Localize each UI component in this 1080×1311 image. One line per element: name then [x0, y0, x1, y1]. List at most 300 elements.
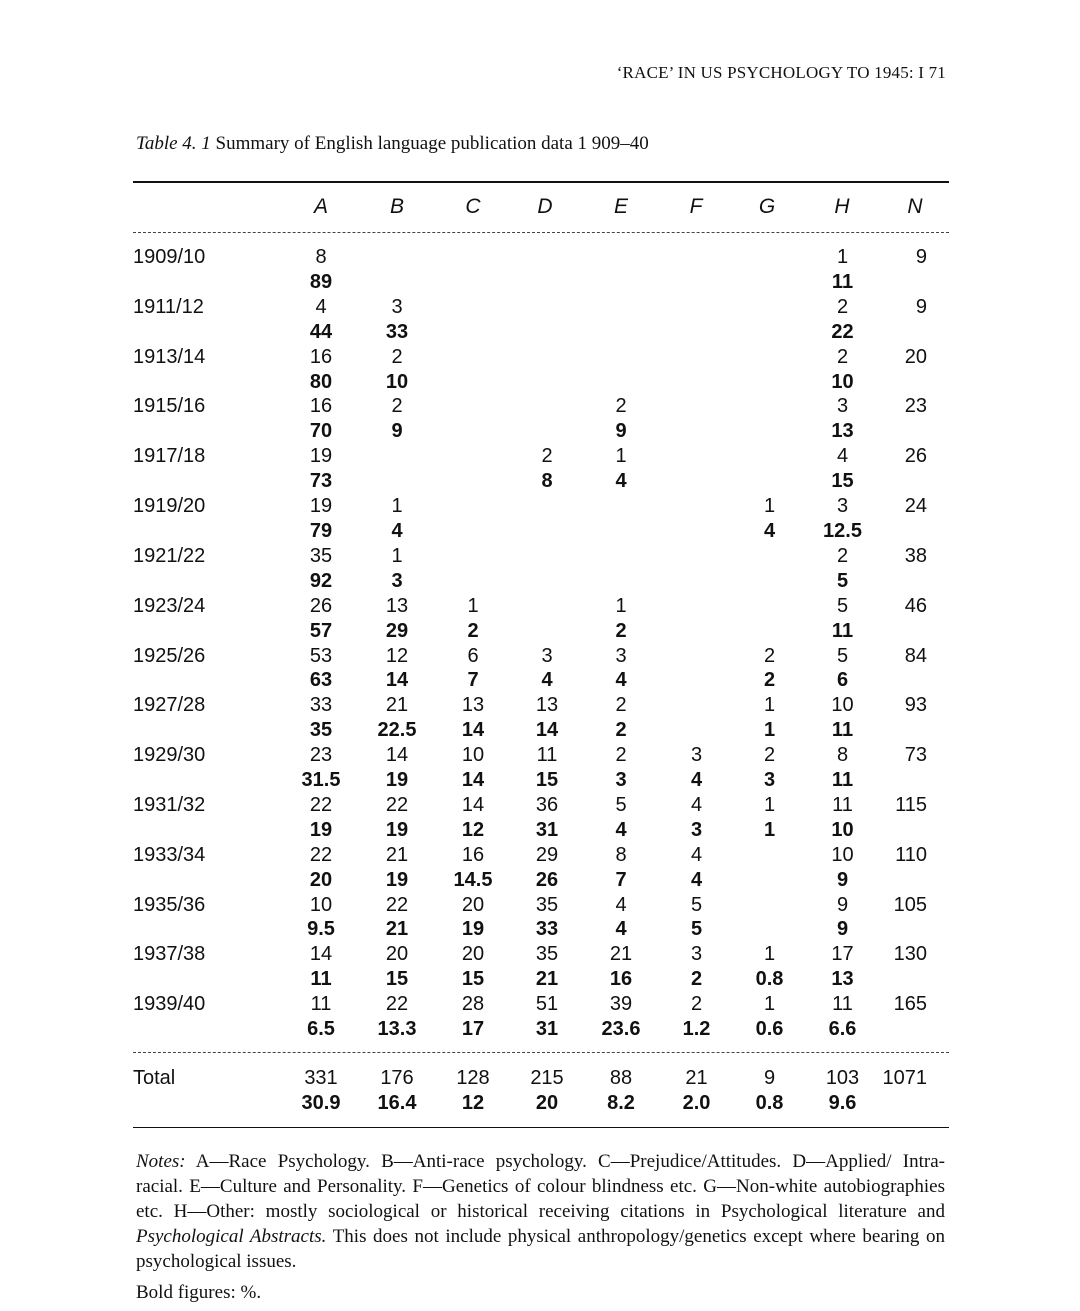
percent-cell: 31: [535, 1018, 559, 1041]
percent-cell: 4: [763, 519, 776, 542]
count-cell: 8: [615, 843, 627, 866]
count-row: [133, 494, 949, 519]
count-cell: 93: [904, 694, 927, 717]
percent-cell: 15: [535, 769, 559, 792]
notes-publication-title: Psychological Abstracts.: [136, 1226, 327, 1247]
percent-cell: [734, 270, 805, 295]
count-cell: 4: [690, 843, 703, 866]
count-cell: 17: [831, 943, 854, 966]
percent-cell: [359, 469, 435, 494]
count-cell: 1: [467, 594, 479, 617]
percent-cell: 4: [615, 669, 627, 692]
percent-cell: 11: [831, 270, 854, 293]
percent-cell: 19: [385, 769, 409, 792]
count-cell: 9: [763, 1067, 776, 1089]
percent-row: [133, 469, 949, 494]
percent-cell: 3: [391, 569, 403, 592]
percent-cell: 19: [461, 918, 485, 941]
percent-row: [133, 818, 949, 843]
count-cell: 9: [915, 246, 927, 268]
count-cell: 4: [690, 793, 703, 816]
count-cell: 14: [385, 744, 409, 767]
percent-cell: 21: [535, 968, 559, 991]
percent-cell: [734, 569, 805, 594]
percent-cell: [435, 519, 511, 544]
percent-cell: [659, 320, 734, 345]
count-cell: 2: [615, 395, 627, 418]
percent-row: [133, 967, 949, 992]
count-cell: [734, 544, 805, 569]
percent-cell: 9.5: [307, 918, 335, 941]
count-cell: 3: [836, 395, 849, 418]
row-year-label: [133, 519, 283, 544]
percent-cell: [734, 868, 805, 893]
percent-cell: [880, 320, 949, 345]
count-cell: [511, 345, 583, 370]
count-cell: 2: [690, 993, 703, 1016]
percent-cell: [880, 917, 949, 942]
count-cell: [659, 494, 734, 519]
percent-cell: 63: [309, 669, 333, 692]
notes-label: Notes:: [136, 1151, 186, 1172]
count-cell: 21: [685, 1067, 708, 1089]
count-cell: 4: [315, 295, 327, 318]
table-caption: [136, 133, 649, 155]
count-row: [133, 693, 949, 718]
row-year-label: 1921/22: [133, 544, 206, 567]
count-cell: 46: [904, 594, 927, 617]
count-cell: 3: [836, 495, 849, 518]
count-cell: 21: [385, 843, 409, 866]
percent-cell: [659, 668, 734, 693]
percent-cell: 3: [763, 769, 776, 792]
percent-cell: [659, 569, 734, 594]
count-cell: 1: [391, 544, 403, 567]
count-cell: 11: [832, 993, 853, 1016]
percent-cell: [734, 419, 805, 444]
percent-cell: 13: [831, 420, 854, 443]
percent-cell: [880, 1017, 949, 1042]
count-cell: 2: [391, 345, 403, 368]
count-cell: 10: [831, 843, 854, 866]
percent-cell: 12: [461, 1092, 485, 1114]
count-row: [133, 345, 949, 370]
percent-cell: [435, 469, 511, 494]
percent-cell: 2: [615, 719, 627, 742]
percent-cell: [734, 320, 805, 345]
percent-cell: 30.9: [301, 1092, 341, 1114]
column-header: G: [758, 195, 776, 218]
count-cell: 1071: [882, 1067, 927, 1089]
count-cell: 26: [309, 594, 333, 617]
count-cell: 8: [315, 246, 327, 268]
percent-cell: 22: [831, 320, 854, 343]
count-cell: [659, 444, 734, 469]
count-cell: 1: [391, 495, 403, 518]
count-cell: 29: [535, 843, 559, 866]
count-cell: 53: [309, 644, 333, 667]
count-cell: 51: [535, 993, 559, 1016]
count-cell: 23: [309, 744, 333, 767]
count-cell: 35: [309, 544, 333, 567]
count-cell: 1: [763, 495, 776, 518]
row-year-label: 1927/28: [133, 694, 206, 717]
percent-cell: 9: [836, 918, 849, 941]
count-cell: 5: [690, 893, 703, 916]
caption-text: Summary of English language publication data 1 909–40: [215, 133, 649, 154]
count-cell: 3: [391, 295, 403, 318]
count-cell: 11: [832, 793, 853, 816]
count-cell: 13: [535, 694, 559, 717]
top-rule: [133, 181, 949, 183]
percent-cell: [511, 370, 583, 395]
count-cell: 2: [391, 395, 403, 418]
count-cell: [659, 394, 734, 419]
percent-cell: 14.5: [453, 868, 493, 891]
percent-cell: 14: [461, 769, 485, 792]
count-cell: 73: [904, 744, 927, 767]
count-cell: 2: [763, 744, 776, 767]
count-cell: 5: [836, 644, 849, 667]
count-cell: 35: [535, 943, 559, 966]
count-cell: 1: [763, 993, 776, 1016]
count-row: [133, 843, 949, 868]
count-cell: 2: [836, 295, 849, 318]
percent-row: [133, 868, 949, 893]
count-cell: [583, 295, 659, 320]
count-cell: 2: [615, 694, 627, 717]
count-cell: 14: [309, 943, 333, 966]
percent-cell: 14: [461, 719, 485, 742]
row-year-label: [133, 818, 283, 843]
percent-cell: [880, 868, 949, 893]
percent-cell: 9.6: [828, 1092, 857, 1114]
count-cell: 1: [763, 943, 776, 966]
row-year-label: [133, 320, 283, 345]
row-year-label: [133, 718, 283, 743]
percent-cell: 33: [535, 918, 559, 941]
count-cell: [734, 594, 805, 619]
percent-cell: 4: [615, 918, 627, 941]
percent-cell: [734, 917, 805, 942]
count-cell: [583, 494, 659, 519]
percent-cell: 4: [690, 868, 703, 891]
percent-row: [133, 519, 949, 544]
caption-label: Table 4. 1: [136, 133, 211, 154]
percent-cell: 89: [309, 270, 333, 293]
percent-cell: [880, 619, 949, 644]
percent-cell: [659, 619, 734, 644]
bold-figures-note: Bold figures: %.: [136, 1282, 262, 1303]
count-cell: 11: [536, 744, 558, 767]
percent-cell: 31.5: [301, 769, 341, 792]
count-cell: [659, 594, 734, 619]
percent-cell: [583, 370, 659, 395]
publication-data-table: [133, 245, 949, 1042]
column-header-row: [133, 195, 949, 223]
count-cell: [734, 345, 805, 370]
percent-cell: [659, 519, 734, 544]
percent-cell: 70: [309, 420, 333, 443]
row-year-label: 1917/18: [133, 445, 206, 468]
percent-cell: 8.2: [607, 1092, 635, 1114]
count-cell: 2: [836, 544, 849, 567]
row-year-label: 1925/26: [133, 644, 206, 667]
percent-cell: [880, 519, 949, 544]
row-year-label: 1929/30: [133, 744, 206, 767]
percent-row: [133, 668, 949, 693]
percent-row: [133, 320, 949, 345]
percent-cell: [583, 519, 659, 544]
count-cell: 24: [904, 495, 927, 518]
row-year-label: [133, 967, 283, 992]
count-cell: [583, 544, 659, 569]
row-year-label: [133, 1091, 283, 1116]
column-header: H: [834, 195, 850, 218]
percent-cell: [880, 270, 949, 295]
count-cell: [435, 394, 511, 419]
percent-cell: 80: [309, 370, 333, 393]
percent-cell: 33: [385, 320, 409, 343]
percent-cell: [583, 569, 659, 594]
row-year-label: 1915/16: [133, 395, 206, 418]
column-header: B: [389, 195, 404, 218]
percent-row: [133, 1017, 949, 1042]
count-row: [133, 544, 949, 569]
percent-cell: 19: [385, 868, 409, 891]
count-cell: [734, 843, 805, 868]
row-year-label: 1909/10: [133, 246, 206, 268]
count-cell: 88: [609, 1067, 633, 1089]
percent-row: [133, 718, 949, 743]
percent-cell: 6.6: [828, 1018, 857, 1041]
count-cell: 1: [615, 445, 627, 468]
row-year-label: 1931/32: [133, 793, 206, 816]
count-cell: 19: [309, 495, 333, 518]
count-cell: 165: [893, 993, 927, 1016]
count-cell: 10: [461, 744, 485, 767]
percent-cell: [511, 519, 583, 544]
percent-cell: [659, 419, 734, 444]
row-year-label: [133, 868, 283, 893]
count-cell: 10: [831, 694, 854, 717]
bottom-rule: [133, 1127, 949, 1128]
percent-cell: [880, 469, 949, 494]
column-header: D: [537, 195, 553, 218]
percent-cell: 13.3: [377, 1018, 417, 1041]
percent-cell: [880, 668, 949, 693]
count-cell: 39: [609, 993, 633, 1016]
percent-cell: [583, 270, 659, 295]
count-row: [133, 245, 949, 270]
percent-cell: 17: [461, 1018, 485, 1041]
column-header: E: [613, 195, 628, 218]
column-header: N: [907, 195, 923, 218]
count-cell: 28: [461, 993, 485, 1016]
count-cell: 36: [535, 793, 559, 816]
percent-cell: 73: [309, 470, 333, 493]
count-cell: [511, 245, 583, 270]
percent-row: [133, 1091, 949, 1116]
percent-cell: 29: [385, 619, 409, 642]
count-cell: [659, 345, 734, 370]
percent-cell: [734, 619, 805, 644]
count-cell: 115: [895, 793, 927, 816]
percent-row: [133, 270, 949, 295]
count-cell: 3: [541, 644, 553, 667]
count-cell: [659, 544, 734, 569]
row-year-label: [133, 270, 283, 295]
percent-cell: 16: [609, 968, 633, 991]
row-year-label: [133, 668, 283, 693]
percent-cell: 57: [309, 619, 333, 642]
count-cell: [435, 444, 511, 469]
percent-cell: [880, 718, 949, 743]
percent-cell: 8: [541, 470, 553, 493]
percent-row: [133, 619, 949, 644]
count-cell: [734, 394, 805, 419]
count-cell: 4: [615, 893, 627, 916]
count-cell: 2: [763, 644, 776, 667]
count-row: [133, 394, 949, 419]
count-cell: [511, 494, 583, 519]
count-cell: 3: [690, 744, 703, 767]
count-row: [133, 893, 949, 918]
count-cell: [583, 245, 659, 270]
percent-cell: [659, 469, 734, 494]
count-cell: [435, 544, 511, 569]
count-cell: 20: [904, 345, 927, 368]
row-year-label: 1919/20: [133, 495, 206, 518]
count-cell: 5: [836, 594, 849, 617]
percent-cell: 12.5: [823, 519, 862, 542]
count-cell: [659, 693, 734, 718]
percent-cell: 15: [831, 470, 854, 493]
row-year-label: [133, 370, 283, 395]
column-header: F: [689, 195, 703, 218]
percent-cell: 21: [385, 918, 409, 941]
percent-row: [133, 917, 949, 942]
count-cell: [511, 394, 583, 419]
count-cell: 33: [309, 694, 333, 717]
percent-cell: 44: [309, 320, 333, 343]
notes-text: A—Race Psychology. B—Anti-race psychology. C—Prejudice/Attitudes. D—Applied/ Intra-racial. E—Culture and Personality. F—Genetics of colour blindness etc. G—Non-white autobiographies etc. H—Other: mostly sociological or historical receiving citations in Psychological literature and: [136, 1151, 945, 1222]
row-year-label: [133, 469, 283, 494]
count-cell: 13: [461, 694, 485, 717]
percent-cell: [583, 320, 659, 345]
count-cell: 1: [763, 694, 776, 717]
row-year-label: 1923/24: [133, 594, 206, 617]
count-cell: 26: [904, 445, 927, 468]
percent-cell: 6: [836, 669, 849, 692]
percent-cell: [435, 320, 511, 345]
percent-cell: 1: [763, 719, 776, 742]
percent-cell: 4: [541, 669, 553, 692]
count-cell: 103: [825, 1067, 860, 1089]
percent-cell: [880, 419, 949, 444]
percent-row: [133, 370, 949, 395]
count-cell: 5: [615, 793, 627, 816]
count-cell: [734, 444, 805, 469]
percent-cell: 0.6: [755, 1018, 784, 1041]
row-year-label: 1937/38: [133, 943, 206, 966]
count-cell: [734, 245, 805, 270]
count-cell: 8: [836, 744, 849, 767]
percent-cell: 11: [310, 968, 332, 991]
count-cell: [435, 345, 511, 370]
count-cell: 9: [915, 295, 927, 318]
count-cell: 84: [904, 644, 927, 667]
percent-cell: [511, 419, 583, 444]
percent-cell: 9: [391, 420, 403, 443]
row-year-label: 1939/40: [133, 993, 206, 1016]
percent-cell: [659, 718, 734, 743]
count-cell: 9: [836, 893, 849, 916]
count-cell: [435, 295, 511, 320]
percent-cell: 4: [391, 519, 403, 542]
percent-cell: 5: [836, 569, 849, 592]
count-cell: 2: [836, 345, 849, 368]
percent-cell: 16.4: [377, 1092, 417, 1114]
percent-cell: 35: [309, 719, 333, 742]
percent-cell: [734, 469, 805, 494]
count-cell: 6: [467, 644, 479, 667]
running-head: ‘RACE’ IN US PSYCHOLOGY TO 1945: I 71: [616, 63, 946, 82]
row-year-label: 1911/12: [133, 295, 204, 318]
percent-cell: 10: [831, 370, 854, 393]
percent-cell: 0.8: [755, 1092, 784, 1114]
percent-cell: 1.2: [682, 1018, 711, 1041]
count-cell: 20: [461, 943, 485, 966]
count-cell: 13: [385, 594, 409, 617]
total-table: [133, 1066, 949, 1116]
count-row: [133, 942, 949, 967]
count-cell: 215: [530, 1067, 564, 1089]
count-row: [133, 594, 949, 619]
percent-cell: 1: [763, 818, 776, 841]
count-cell: 22: [385, 993, 409, 1016]
count-cell: 21: [385, 694, 409, 717]
count-cell: 22: [385, 793, 409, 816]
column-header: A: [313, 195, 328, 218]
percent-cell: [511, 320, 583, 345]
count-cell: 130: [893, 943, 927, 966]
count-cell: 3: [615, 644, 627, 667]
percent-cell: 4: [690, 769, 703, 792]
row-year-label: Total: [133, 1067, 176, 1089]
percent-cell: [435, 370, 511, 395]
percent-cell: [511, 270, 583, 295]
percent-cell: [359, 270, 435, 295]
total-separator-rule: [133, 1052, 949, 1053]
count-cell: [659, 644, 734, 669]
table-notes: [136, 1149, 945, 1274]
percent-cell: [435, 270, 511, 295]
row-year-label: [133, 569, 283, 594]
count-cell: 2: [541, 445, 553, 468]
row-year-label: [133, 1017, 283, 1042]
percent-cell: 7: [467, 669, 479, 692]
count-cell: 12: [385, 644, 409, 667]
percent-cell: [880, 818, 949, 843]
count-row: [133, 644, 949, 669]
count-cell: 19: [309, 445, 333, 468]
count-cell: [435, 245, 511, 270]
percent-cell: [880, 370, 949, 395]
percent-cell: 6.5: [307, 1018, 335, 1041]
notes-text-end: This does not include physical anthropology/genetics except where bearing on psychological issues.: [136, 1226, 945, 1272]
count-cell: 105: [893, 893, 927, 916]
